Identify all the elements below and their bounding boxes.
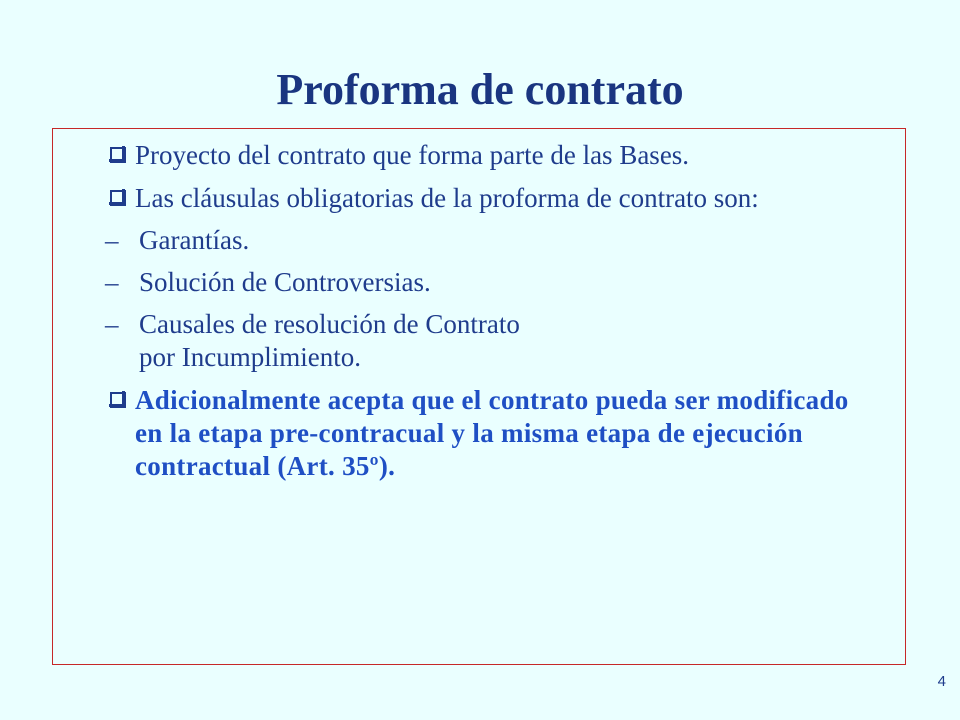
list-item — [105, 224, 895, 257]
list-item — [105, 308, 895, 374]
list-item-text: Solución de Controversias. — [139, 267, 431, 297]
list-item — [105, 384, 895, 483]
list-item-text: Proyecto del contrato que forma parte de las Bases. — [135, 140, 690, 170]
list-item — [105, 182, 895, 215]
list-item-text: Adicionalmente acepta que el contrato pueda ser modificado en la etapa pre-contracual y la misma etapa de ejecución contractual (Art. 35º). — [135, 385, 849, 481]
checkbox-bullet-icon — [110, 147, 126, 163]
dash-bullet: – — [105, 309, 119, 339]
list-item — [105, 266, 895, 299]
content-list — [105, 139, 895, 483]
dash-bullet: – — [105, 267, 119, 297]
slide-title: Proforma de contrato — [276, 65, 684, 114]
list-item — [105, 139, 895, 172]
list-item-text: Causales de resolución de Contrato por Incumplimiento. — [139, 309, 520, 372]
dash-bullet: – — [105, 225, 119, 255]
checkbox-bullet-icon — [110, 392, 126, 408]
checkbox-bullet-icon — [110, 190, 126, 206]
list-item-text: Las cláusulas obligatorias de la proforma de contrato son: — [135, 183, 759, 213]
page-number: 4 — [937, 673, 946, 690]
list-item-text: Garantías. — [139, 225, 250, 255]
